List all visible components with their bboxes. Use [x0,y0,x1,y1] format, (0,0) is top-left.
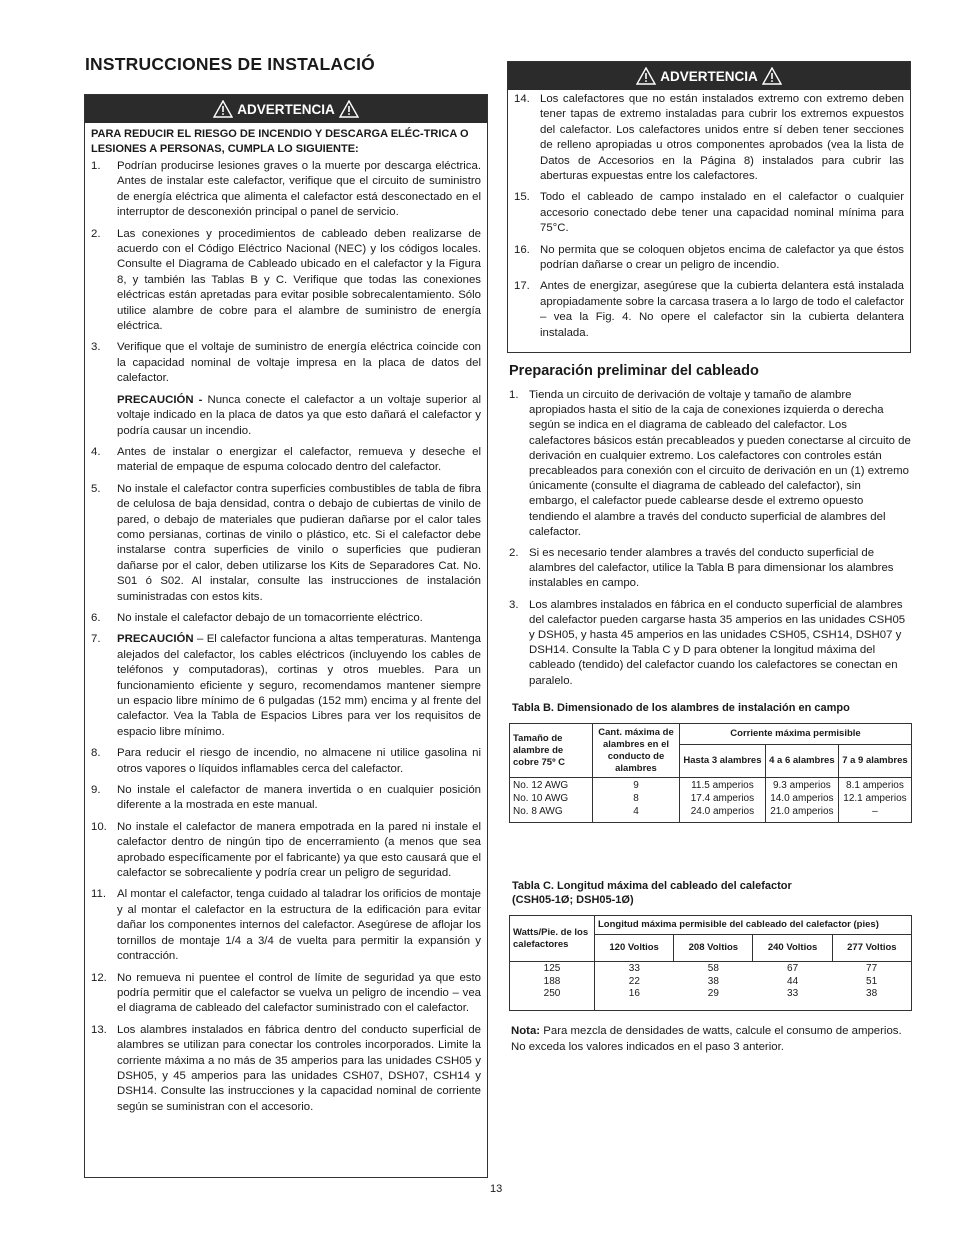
table-header: Longitud máxima permisible del cableado del calefactor (pies) [595,916,912,935]
table-header: 120 Voltios [595,935,674,962]
left-warning-header [85,95,487,123]
list-item: 8. Para reducir el riesgo de incendio, no almacene ni utilice gasolina ni otros vapores o líquidos inflamables cerca del calefactor. [91,747,481,775]
note-label: Nota: [511,1025,541,1037]
right-warning-box [507,61,911,353]
note: Nota: Para mezcla de densidades de watts, calcule el consumo de amperios. No exceda los valores indicados en el paso 3 anterior. [511,1025,902,1053]
prep-list [509,388,911,695]
warning-title: ADVERTENCIA [237,101,335,117]
list-item: 12. No remueva ni puentee el control de límite de seguridad ya que esto podría permitir que el calefactor se vuelva un peligro de incendio – vea el diagrama de cableado del calefactor suministrado con el calefactor. [91,971,481,1015]
list-item: 10. No instale el calefactor de manera empotrada en la pared ni instale el calefactor dentro de ningún tipo de encerramiento (a menos que sea aprobado específicamente por el fabricante) ya que esto causará que el calefactor se sobrecaliente y podría crear un peligro de seguridad. [91,820,481,880]
list-item: 2. Las conexiones y procedimientos de cableado deben realizarse de acuerdo con el Código Eléctrico Nacional (NEC) y los códigos locales. Consulte el Diagrama de Cableado ubicado en el calefactor y la Figura 8, y también las Tablas B y C. Verifique que todas las conexiones eléctricas están apretadas para evitar posible sobrecalentamiento. Sólo utilice alambre de cobre para el alambre de suministro de energía eléctrica. [91,227,481,333]
list-item: 3. Verifique que el voltaje de suministro de energía eléctrica coincide con la capacidad nominal de voltaje impresa en la placa de datos del calefactor. PRECAUCIÓN - Nunca conecte el calefactor a un voltaje superior al voltaje indicado en la placa de datos ya que esto dañará el calefactor y podría causar un incendio. [91,341,481,437]
list-item: 1. Podrían producirse lesiones graves o la muerte por descarga eléctrica. Antes de instalar este calefactor, verifique que el circuito de suministro de energía eléctrica que alimenta el calefactor está desconectado en el interruptor de desconexión principal o panel de servicio. [91,160,481,219]
table-header: Corriente máxima permisible [680,724,912,745]
list-item: 4. Antes de instalar o energizar el calefactor, remueva y deseche el material de empaque de espuma colocado dentro del calefactor. [91,445,481,474]
page-number: 13 [490,1183,503,1195]
table-b-caption: Tabla B. Dimensionado de los alambres de instalación en campo [512,702,850,714]
list-item: 1. Tienda un circuito de derivación de voltaje y tamaño de alambre apropiados hasta el sitio de la caja de conexiones izquierda o derecha según se indica en el diagrama de cableado del calefactor. Los calefactores básicos están precableados y pueden conectarse al circuito de derivación en cualquier extremo. Los calefactores con controles están precableados para conexión con el circuito de derivación en un (1) extremo únicamente (consulte el diagrama de cableado del calefactor), sin embargo, el calefactor puede cablearse desde el extremo opuesto tendiendo el alambre a través del conducto superficial de alambres del calefactor. [509,389,911,538]
table-header: 4 a 6 alambres [765,745,838,778]
section-title: Preparación preliminar del cableado [509,363,759,379]
list-item: 7. PRECAUCIÓN – El calefactor funciona a altas temperaturas. Mantenga alejados del calefactor, los cables eléctricos (incluyendo los cables de teléfonos y computadoras), cortinas y otros muebles. Para un funcionamiento eficiente y seguro, recomendamos mantener siempre un espacio libre mínimo de 6 pulgadas (152 mm) encima y al frente del calefactor. Vea la Tabla de Espacios Libres para ver los requisitos de espacio libre mínimo. [91,633,481,738]
left-warning-box [84,94,488,1178]
table-header: Watts/Pie. de los calefactores [510,916,595,962]
list-item: 2. Si es necesario tender alambres a través del conducto superficial de alambres del calefactor, utilice la Tabla B para dimensionar los alambres instalables en campo. [509,547,894,590]
list-item: 17. Antes de energizar, asegúrese que la cubierta delantera está instalada apropiadamente sobre la carcasa trasera a lo largo de todo el calefactor – vea la Fig. 4. No opere el calefactor sin la cubierta delantera instalada. [514,280,904,339]
table-header: 240 Voltios [753,935,832,962]
list-item: 3. Los alambres instalados en fábrica en el conducto superficial de alambres del calefactor pueden cargarse hasta 35 amperios en las unidades CSH05 y DSH05, y hasta 45 amperios en las unidades CSH05, CSH14, DSH07 y DSH14. Consulte la Tabla C y D para obtener la longitud máxima del cableado (tendido) del calefactor cuando los calefactores se conectan en paralelo. [509,598,906,687]
table-header: Hasta 3 alambres [680,745,766,778]
list-item: 16. No permita que se coloquen objetos encima de calefactor ya que éstos podrían dañarse o crear un peligro de incendio. [514,243,904,272]
page-title: INSTRUCCIONES DE INSTALACIÓ [85,54,375,74]
caution-label: PRECAUCIÓN [117,633,194,646]
right-warning-header [508,62,910,90]
table-header: Cant. máxima de alambres en el conducto de alambres [593,724,680,778]
caution-label: PRECAUCIÓN - [117,393,203,406]
list-item: 6. No instale el calefactor debajo de un tomacorriente eléctrico. [91,611,423,624]
left-warning-list [85,159,487,1115]
table-header: 208 Voltios [674,935,753,962]
list-item: 13. Los alambres instalados en fábrica dentro del conducto superficial de alambres se utilizan para conectar los controles incorporados. Limite la corriente máxima a no más de 35 amperios para las unidades CSH05 y DSH05, y 45 amperios para las unidades CSH07, DSH07, CSH14 y DSH14. Consulte las instrucciones y la capacidad nominal de corriente según se suministran con el accesorio. [91,1023,481,1113]
table-row: 125 188 250 33 22 16 58 38 29 67 44 33 77 51 38 [510,962,912,1011]
warning-triangle-icon [213,100,233,118]
table-row: No. 12 AWG No. 10 AWG No. 8 AWG 9 8 4 11.5 amperios 17.4 amperios 24.0 amperios 9.3 amperios 14.0 amperios 21.0 amperios 8.1 amperios 12.1 amperios – [510,778,912,823]
warning-title: ADVERTENCIA [660,68,758,84]
right-warning-list [508,92,910,341]
table-b [509,723,912,823]
list-item: 5. No instale el calefactor contra superficies combustibles de tabla de fibra de celulosa de baja densidad, contra o debajo de cubiertas de vinilo de pared, o debajo de materiales que pudieran dañarse por el calor tales como persianas, cortinas de vinilo o plástico, etc. Si el calefactor debe instalarse contra superficies de vinilo o superficies que pudieran dañarse por el calor, deben utilizarse los Kits de Separadores Cat. No. S01 ó S02. Al instalar, consulte las instrucciones de instalación suministradas con estos kits. [91,482,481,603]
warning-intro: PARA REDUCIR EL RIESGO DE INCENDIO Y DESCARGA ELÉC-TRICA O LESIONES A PERSONAS, CUMPLA LO SIGUIENTE: [91,128,469,155]
table-header: 7 a 9 alambres [838,745,911,778]
warning-triangle-icon [339,100,359,118]
table-header: Tamaño de alambre de cobre 75º C [510,724,593,778]
table-c-caption: Tabla C. Longitud máxima del cableado del calefactor (CSH05-1Ø; DSH05-1Ø) [512,880,792,906]
list-item: 14. Los calefactores que no están instalados extremo con extremo deben tener tapas de extremo instaladas para cubrir los extremos expuestos del calefactor. Los calefactores unidos entre sí deben tener secciones de relleno apropiadas u otros componentes aprobados (vea la lista de Datos de Accesorios en la Página 8) instalados para cubrir las aberturas expuestas entre los calefactores. [514,93,904,183]
warning-triangle-icon [636,67,656,85]
list-item: 11. Al montar el calefactor, tenga cuidado al taladrar los orificios de montaje y al montar el calefactor en la estructura de la edificación para evitar dañar los componentes internos del calefactor. Asegúrese de aflojar los tornillos de montaje 1/4 a 3/4 de vuelta para permitir la expansión y contracción. [91,888,481,963]
list-item: 15. Todo el cableado de campo instalado en el calefactor o cualquier accesorio conectado debe tener una capacidad nominal mínima para 75°C. [514,191,904,235]
list-item: 9. No instale el calefactor de manera invertida o en cualquier posición diferente a la mostrada en este manual. [91,784,481,812]
warning-triangle-icon [762,67,782,85]
table-c [509,915,912,1011]
table-header: 277 Voltios [832,935,911,962]
